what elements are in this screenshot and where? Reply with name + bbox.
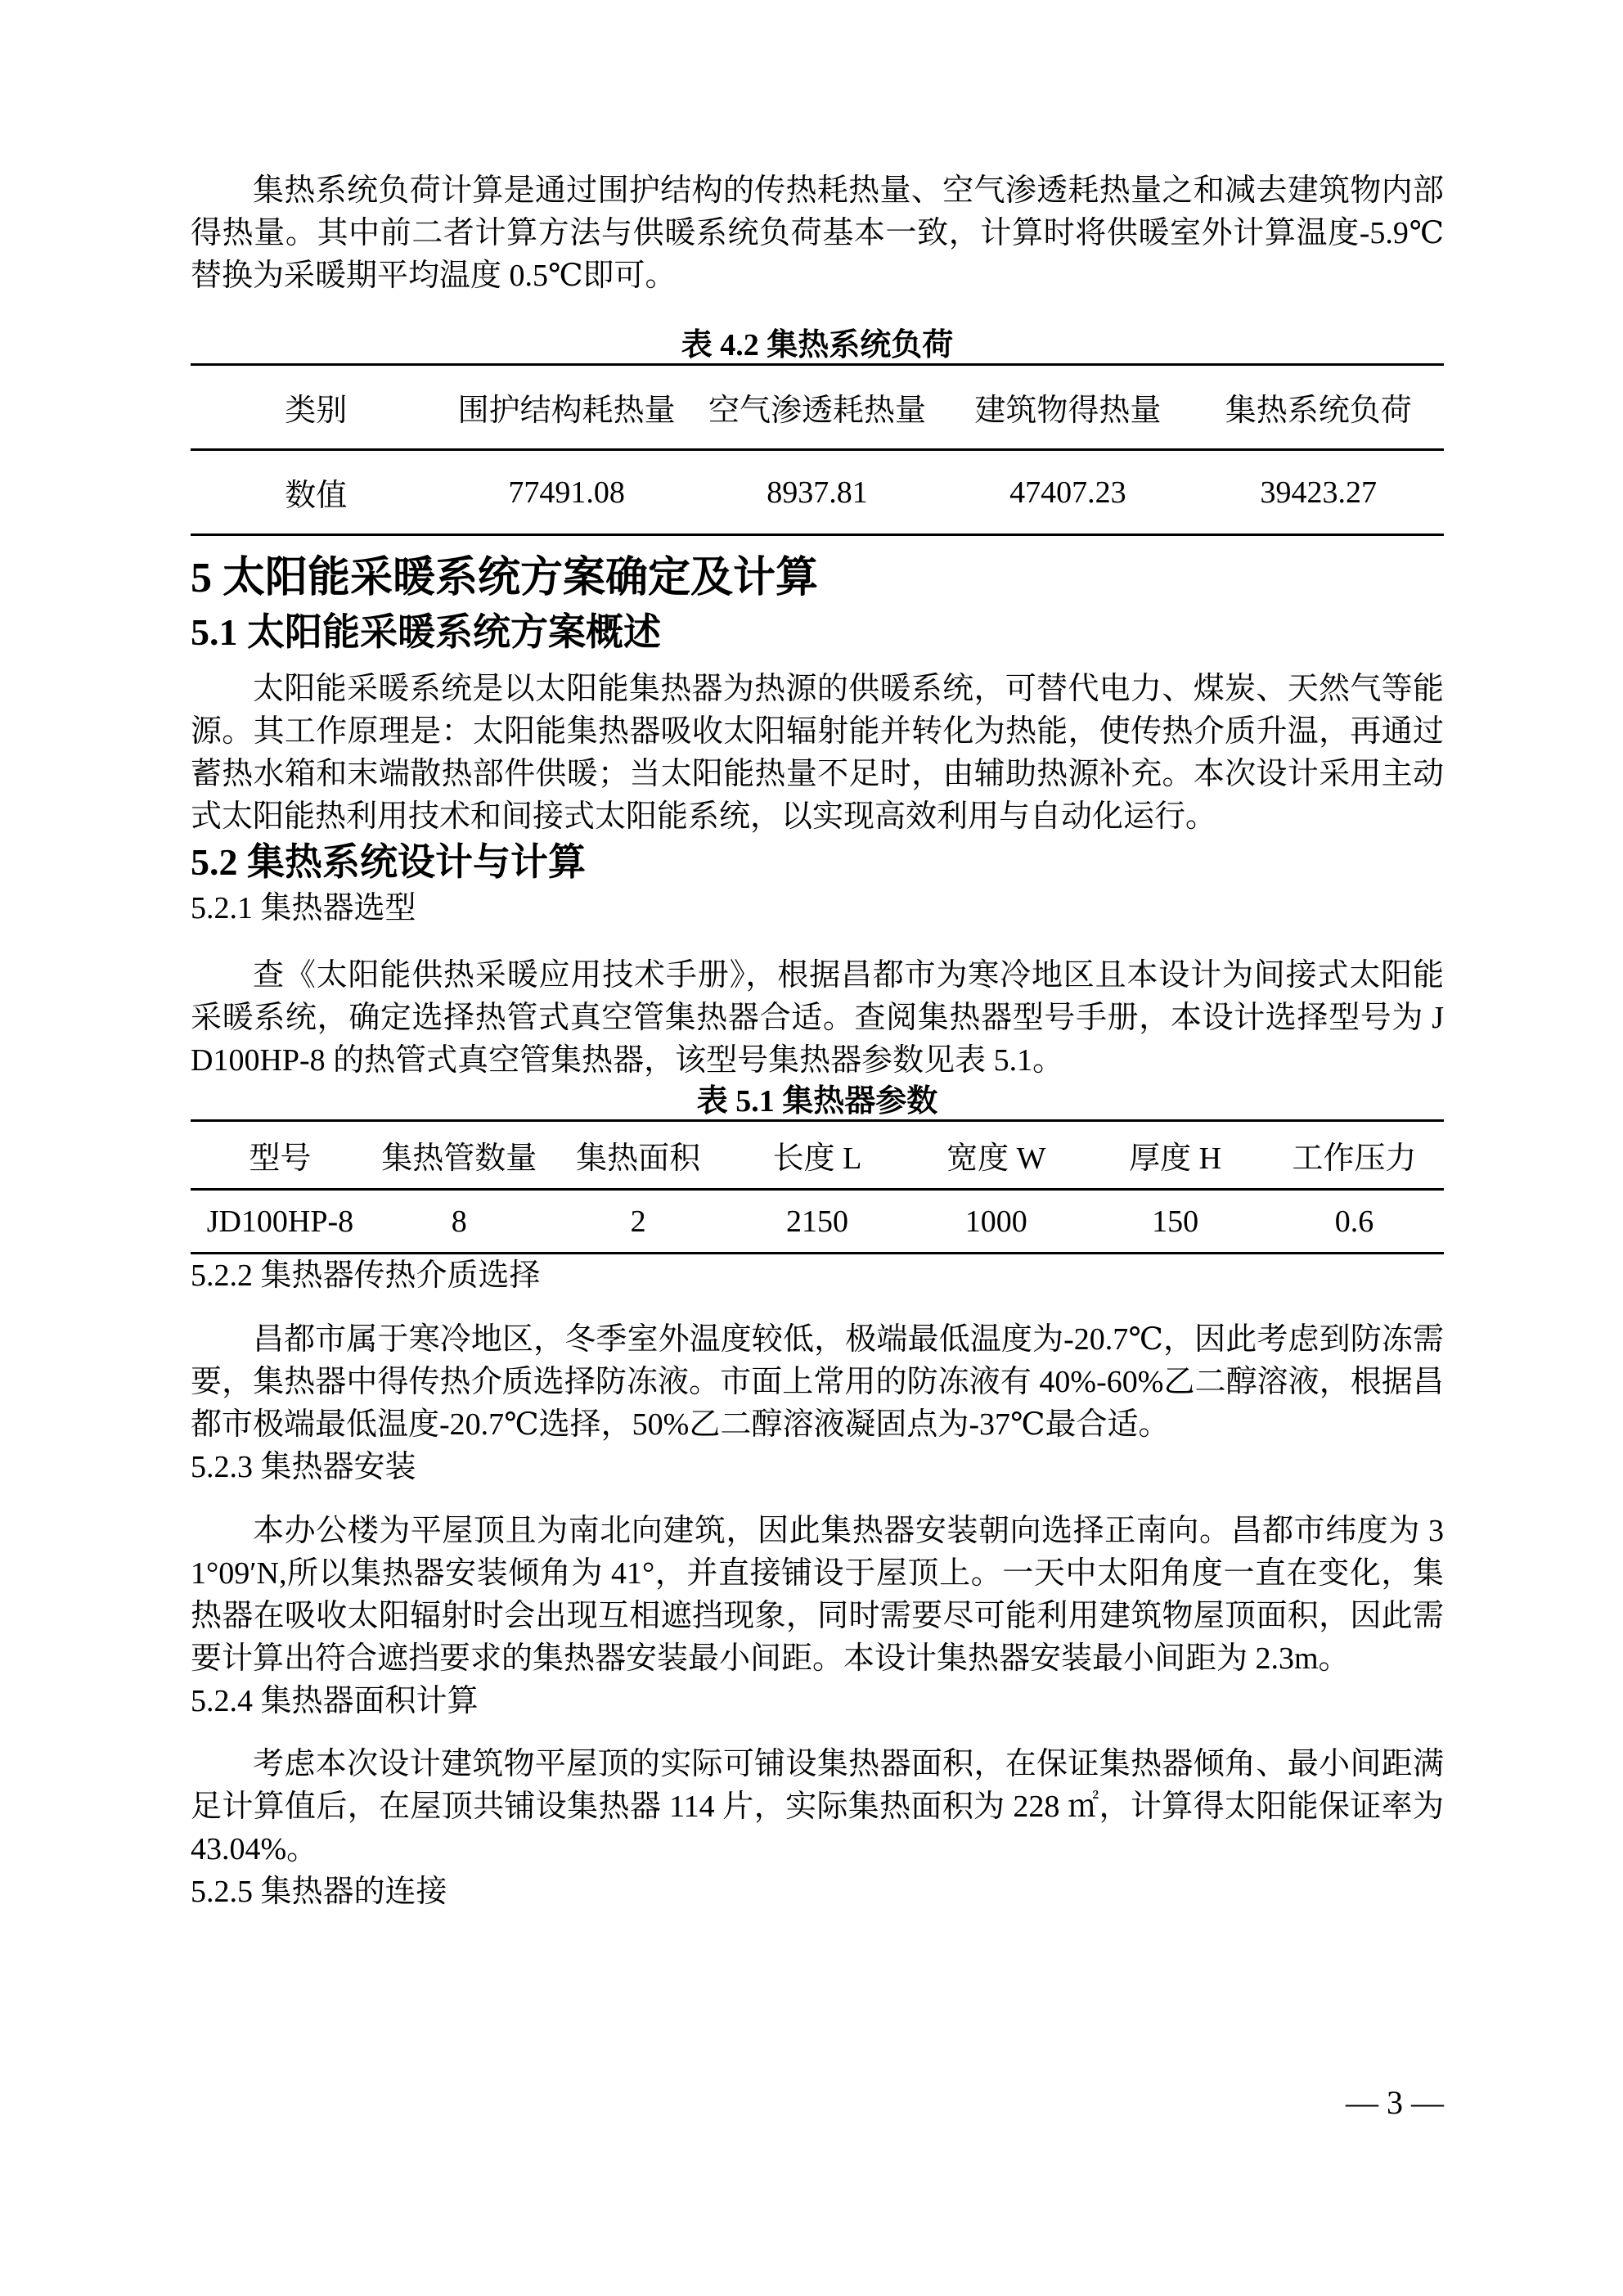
table-5-1-header-cell: 集热管数量 <box>381 1141 537 1176</box>
table-5-1 <box>191 1119 1444 1254</box>
section-5-2-4-paragraph: 考虑本次设计建筑物平屋顶的实际可铺设集热器面积，在保证集热器倾角、最小间距满足计算值后，在屋顶共铺设集热器 114 片，实际集热面积为 228 ㎡，计算得太阳能保证率为 43.04%。 <box>191 1747 1444 1866</box>
table-5-1-cell: 2150 <box>785 1204 848 1239</box>
table-4-2 <box>191 363 1444 536</box>
table-5-1-cell: 8 <box>451 1204 467 1239</box>
section-5-1-heading: 5.1 太阳能采暖系统方案概述 <box>191 611 661 653</box>
section-5-2-5-heading: 5.2.5 集热器的连接 <box>191 1875 447 1909</box>
table-4-2-header-cell: 围护结构耗热量 <box>457 394 676 428</box>
table-5-1-data-row <box>191 1190 1444 1254</box>
section-5-2-4-heading: 5.2.4 集热器面积计算 <box>191 1684 479 1718</box>
table-5-1-title: 表 5.1 集热器参数 <box>696 1084 938 1119</box>
page-number: — 3 — <box>1346 2084 1444 2121</box>
section-5-2-2-paragraph: 昌都市属于寒冷地区，冬季室外温度较低，极端最低温度为-20.7℃，因此考虑到防冻需要，集热器中得传热介质选择防冻液。市面上常用的防冻液有 40%-60%乙二醇溶液，根据昌都市极端最低温度-20.7℃选择，50%乙二醇溶液凝固点为-37℃最合适。 <box>191 1322 1444 1442</box>
table-5-1-header-cell: 工作压力 <box>1292 1141 1417 1176</box>
table-4-2-cell: 77491.08 <box>508 475 625 510</box>
table-4-2-header-cell: 空气渗透耗热量 <box>708 394 926 428</box>
table-4-2-cell: 47407.23 <box>1009 475 1126 510</box>
table-5-1-header-cell: 型号 <box>249 1141 312 1176</box>
table-5-1-header-cell: 宽度 W <box>946 1141 1046 1176</box>
section-5-1-paragraph: 太阳能采暖系统是以太阳能集热器为热源的供暖系统，可替代电力、煤炭、天然气等能源。其工作原理是：太阳能集热器吸收太阳辐射能并转化为热能，使传热介质升温，再通过蓄热水箱和末端散热部件供暖；当太阳能热量不足时，由辅助热源补充。本次设计采用主动式太阳能热利用技术和间接式太阳能系统，以实现高效利用与自动化运行。 <box>191 672 1444 834</box>
section-5-2-1-heading: 5.2.1 集热器选型 <box>191 891 416 925</box>
table-4-2-title: 表 4.2 集热系统负荷 <box>681 328 954 362</box>
table-5-1-header-cell: 集热面积 <box>576 1141 701 1176</box>
table-4-2-header-cell: 建筑物得热量 <box>974 394 1162 428</box>
section-5-heading: 5 太阳能采暖系统方案确定及计算 <box>191 555 819 601</box>
section-5-2-2-heading: 5.2.2 集热器传热介质选择 <box>191 1258 541 1293</box>
table-4-2-header-row <box>191 365 1444 450</box>
table-4-2-data-row <box>191 450 1444 535</box>
table-5-1-cell: 150 <box>1152 1204 1199 1239</box>
table-5-1-cell: 1000 <box>964 1204 1027 1239</box>
table-4-2-header-cell: 类别 <box>285 394 348 428</box>
table-5-1-header-cell: 长度 L <box>772 1141 862 1176</box>
section-5-2-1-paragraph: 查《太阳能供热采暖应用技术手册》，根据昌都市为寒冷地区且本设计为间接式太阳能采暖系统，确定选择热管式真空管集热器合适。查阅集热器型号手册，本设计选择型号为 JD100HP-8 的热管式真空管集热器，该型号集热器参数见表 5.1。 <box>191 958 1444 1078</box>
section-5-2-heading: 5.2 集热系统设计与计算 <box>191 841 586 883</box>
table-5-1-cell: JD100HP-8 <box>206 1204 354 1239</box>
table-4-2-cell: 数值 <box>285 479 348 513</box>
section-5-2-3-paragraph: 本办公楼为平屋顶且为南北向建筑，因此集热器安装朝向选择正南向。昌都市纬度为 31°09′N,所以集热器安装倾角为 41°，并直接铺设于屋顶上。一天中太阳角度一直在变化，集热器在吸收太阳辐射时会出现互相遮挡现象，同时需要尽可能利用建筑物屋顶面积，因此需要计算出符合遮挡要求的集热器安装最小间距。本设计集热器安装最小间距为 2.3m。 <box>191 1514 1444 1676</box>
table-4-2-cell: 8937.81 <box>767 475 868 510</box>
table-5-1-cell: 2 <box>630 1204 646 1239</box>
table-5-1-header-row <box>191 1121 1444 1190</box>
table-5-1-header-cell: 厚度 H <box>1129 1141 1222 1176</box>
section-5-2-3-heading: 5.2.3 集热器安装 <box>191 1450 416 1484</box>
table-4-2-header-cell: 集热系统负荷 <box>1225 394 1412 428</box>
intro-paragraph: 集热系统负荷计算是通过围护结构的传热耗热量、空气渗透耗热量之和减去建筑物内部得热量。其中前二者计算方法与供暖系统负荷基本一致，计算时将供暖室外计算温度-5.9℃替换为采暖期平均温度 0.5℃即可。 <box>191 173 1444 293</box>
table-5-1-cell: 0.6 <box>1334 1204 1374 1239</box>
table-4-2-cell: 39423.27 <box>1260 475 1378 510</box>
